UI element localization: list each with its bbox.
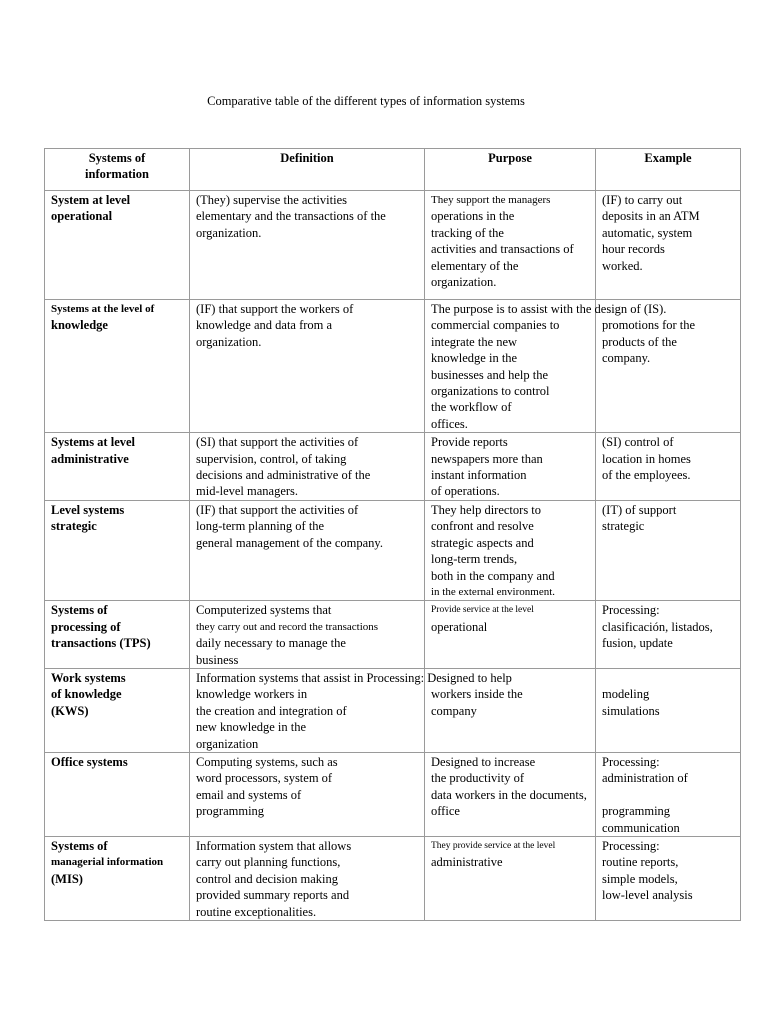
header-systems-line: Systems of bbox=[88, 151, 146, 165]
cell-line: company bbox=[431, 703, 477, 718]
cell-line: simple models, bbox=[602, 871, 678, 886]
cell-line: of the employees. bbox=[602, 468, 691, 483]
cell-line: hour records bbox=[602, 242, 665, 257]
cell-line: processing of bbox=[51, 619, 121, 634]
cell-line: They support the managers bbox=[431, 194, 551, 206]
header-example: Example bbox=[596, 149, 741, 191]
cell-line: Processing: bbox=[602, 603, 660, 618]
example-cell bbox=[596, 837, 741, 921]
table-row bbox=[45, 601, 741, 669]
cell-line: provided summary reports and bbox=[196, 888, 350, 903]
system-cell bbox=[45, 752, 190, 836]
cell-line: System at level bbox=[51, 193, 131, 207]
cell-line: general management of the company. bbox=[196, 535, 383, 550]
example-cell bbox=[596, 500, 741, 600]
cell-line: workers inside the bbox=[431, 687, 523, 702]
cell-line: commercial companies to bbox=[431, 318, 560, 333]
purpose-cell bbox=[425, 752, 596, 836]
cell-line: office bbox=[431, 804, 460, 819]
cell-line: (They) supervise the activities bbox=[196, 193, 347, 207]
definition-cell bbox=[190, 300, 425, 433]
cell-line: supervision, control, of taking bbox=[196, 451, 347, 466]
cell-line: knowledge and data from a bbox=[196, 318, 333, 333]
cell-line: instant information bbox=[431, 468, 527, 483]
cell-line: decisions and administrative of the bbox=[196, 468, 371, 483]
cell-line: (IT) of support bbox=[602, 502, 677, 517]
cell-line: They help directors to bbox=[431, 502, 542, 517]
cell-line: Computing systems, such as bbox=[196, 754, 338, 769]
cell-line: managerial information bbox=[51, 856, 164, 869]
cell-line: deposits in an ATM bbox=[602, 209, 700, 224]
cell-line: routine reports, bbox=[602, 855, 679, 870]
definition-cell bbox=[190, 433, 425, 501]
cell-line: organization. bbox=[196, 334, 262, 349]
cell-line: Provide service at the level bbox=[431, 605, 534, 616]
cell-line: modeling bbox=[602, 687, 650, 702]
cell-line: clasificación, listados, bbox=[602, 619, 713, 634]
table-row bbox=[45, 191, 741, 300]
cell-line: they carry out and record the transactions bbox=[196, 620, 379, 633]
cell-line: control and decision making bbox=[196, 871, 338, 886]
cell-line: newspapers more than bbox=[431, 451, 543, 466]
cell-line: (MIS) bbox=[51, 871, 83, 886]
example-cell bbox=[596, 191, 741, 300]
cell-line: (IF) that support the workers of bbox=[196, 302, 354, 316]
example-cell bbox=[596, 300, 741, 433]
purpose-cell bbox=[425, 601, 596, 669]
cell-line: Computerized systems that bbox=[196, 603, 332, 618]
system-cell bbox=[45, 433, 190, 501]
cell-line: integrate the new bbox=[431, 334, 518, 349]
cell-line: (SI) that support the activities of bbox=[196, 435, 359, 450]
cell-line: in the external environment. bbox=[431, 585, 556, 598]
cell-line: administrative bbox=[431, 855, 503, 870]
system-cell bbox=[45, 837, 190, 921]
cell-line: confront and resolve bbox=[431, 519, 534, 534]
cell-line: administrative bbox=[51, 451, 129, 466]
table-row bbox=[45, 752, 741, 836]
header-systems-line: information bbox=[85, 167, 149, 182]
cell-line: strategic bbox=[602, 519, 645, 534]
page-title: Comparative table of the different types of information systems bbox=[207, 94, 525, 108]
cell-line: email and systems of bbox=[196, 787, 302, 802]
system-cell bbox=[45, 500, 190, 600]
cell-line: (IF) to carry out bbox=[602, 193, 683, 207]
table-row bbox=[45, 433, 741, 501]
cell-line: both in the company and bbox=[431, 568, 555, 583]
cell-line: Systems of bbox=[51, 603, 108, 618]
cell-line: organization. bbox=[196, 225, 262, 240]
cell-line: Systems at level bbox=[51, 435, 136, 450]
definition-cell bbox=[190, 601, 425, 669]
definition-cell bbox=[190, 752, 425, 836]
cell-line: Level systems bbox=[51, 502, 125, 517]
cell-line: low-level analysis bbox=[602, 888, 693, 903]
cell-line: Systems of bbox=[51, 839, 108, 853]
table-row bbox=[45, 500, 741, 600]
cell-line: organizations to control bbox=[431, 384, 550, 399]
cell-line: (IF) that support the activities of bbox=[196, 502, 359, 517]
cell-line: business bbox=[196, 652, 239, 667]
cell-line bbox=[602, 787, 734, 803]
table-row bbox=[45, 300, 741, 433]
cell-line: Information systems that assist in Processing: Designed to help bbox=[196, 670, 512, 685]
table-header-row bbox=[45, 149, 741, 191]
cell-line: offices. bbox=[431, 416, 468, 431]
cell-line: carry out planning functions, bbox=[196, 855, 341, 870]
definition-cell bbox=[190, 500, 425, 600]
definition-cell bbox=[190, 191, 425, 300]
cell-line: location in homes bbox=[602, 451, 691, 466]
cell-line: long-term planning of the bbox=[196, 519, 325, 534]
cell-line: knowledge bbox=[51, 318, 108, 333]
cell-line: elementary and the transactions of the bbox=[196, 209, 386, 224]
cell-line: simulations bbox=[602, 703, 660, 718]
cell-line: programming bbox=[196, 804, 265, 819]
example-cell bbox=[596, 601, 741, 669]
purpose-cell bbox=[425, 837, 596, 921]
cell-line: strategic bbox=[51, 519, 97, 534]
purpose-cell bbox=[425, 191, 596, 300]
cell-line: Work systems bbox=[51, 670, 126, 685]
cell-line: transactions (TPS) bbox=[51, 636, 151, 651]
cell-line: of knowledge bbox=[51, 687, 122, 702]
cell-line: organization bbox=[196, 736, 259, 751]
cell-line: the workflow of bbox=[431, 400, 512, 415]
cell-line: Office systems bbox=[51, 754, 128, 769]
cell-line: administration of bbox=[602, 771, 688, 786]
cell-line: communication bbox=[602, 820, 680, 835]
cell-line: elementary of the bbox=[431, 258, 519, 273]
cell-line: The purpose is to assist with the design of (IS). bbox=[431, 302, 667, 316]
cell-line: data workers in the documents, bbox=[431, 787, 587, 802]
cell-line: They provide service at the level bbox=[431, 841, 556, 851]
cell-line: of operations. bbox=[431, 484, 500, 499]
cell-line: daily necessary to manage the bbox=[196, 636, 346, 651]
cell-line: businesses and help the bbox=[431, 367, 548, 382]
cell-line: Processing: bbox=[602, 754, 660, 769]
cell-line bbox=[602, 670, 734, 686]
system-cell bbox=[45, 601, 190, 669]
system-cell bbox=[45, 668, 190, 752]
comparison-table bbox=[44, 148, 741, 921]
cell-line: operational bbox=[431, 619, 488, 634]
cell-line: operations in the bbox=[431, 209, 515, 224]
cell-line: (KWS) bbox=[51, 703, 89, 718]
cell-line: knowledge workers in bbox=[196, 687, 308, 702]
cell-line: operational bbox=[51, 209, 113, 224]
header-definition: Definition bbox=[190, 149, 425, 191]
cell-line: automatic, system bbox=[602, 225, 693, 240]
header-systems bbox=[45, 149, 190, 191]
system-cell bbox=[45, 300, 190, 433]
cell-line: Provide reports bbox=[431, 435, 508, 450]
cell-line: company. bbox=[602, 351, 651, 366]
cell-line: Systems at the level of bbox=[51, 303, 155, 315]
system-cell bbox=[45, 191, 190, 300]
purpose-cell bbox=[425, 433, 596, 501]
cell-line: activities and transactions of bbox=[431, 242, 574, 257]
cell-line: Processing: bbox=[602, 839, 660, 853]
example-cell bbox=[596, 668, 741, 752]
table-row bbox=[45, 837, 741, 921]
cell-line: long-term trends, bbox=[431, 552, 518, 567]
cell-line: programming bbox=[602, 804, 671, 819]
cell-line: routine exceptionalities. bbox=[196, 904, 317, 919]
cell-line: (SI) control of bbox=[602, 435, 674, 450]
cell-line: word processors, system of bbox=[196, 771, 333, 786]
cell-line: organization. bbox=[431, 275, 497, 290]
cell-line: products of the bbox=[602, 334, 677, 349]
cell-line: new knowledge in the bbox=[196, 720, 307, 735]
cell-line: knowledge in the bbox=[431, 351, 518, 366]
example-cell bbox=[596, 433, 741, 501]
cell-line: strategic aspects and bbox=[431, 535, 534, 550]
header-purpose: Purpose bbox=[425, 149, 596, 191]
definition-cell bbox=[190, 837, 425, 921]
cell-line: Information system that allows bbox=[196, 839, 352, 853]
cell-line: tracking of the bbox=[431, 225, 504, 240]
cell-line: the creation and integration of bbox=[196, 703, 347, 718]
table-row bbox=[45, 668, 741, 752]
cell-line: the productivity of bbox=[431, 771, 525, 786]
cell-line: promotions for the bbox=[602, 318, 696, 333]
cell-line: fusion, update bbox=[602, 636, 673, 651]
cell-line: worked. bbox=[602, 258, 643, 273]
example-cell bbox=[596, 752, 741, 836]
purpose-cell bbox=[425, 500, 596, 600]
cell-line: mid-level managers. bbox=[196, 484, 299, 499]
cell-line: Designed to increase bbox=[431, 754, 536, 769]
